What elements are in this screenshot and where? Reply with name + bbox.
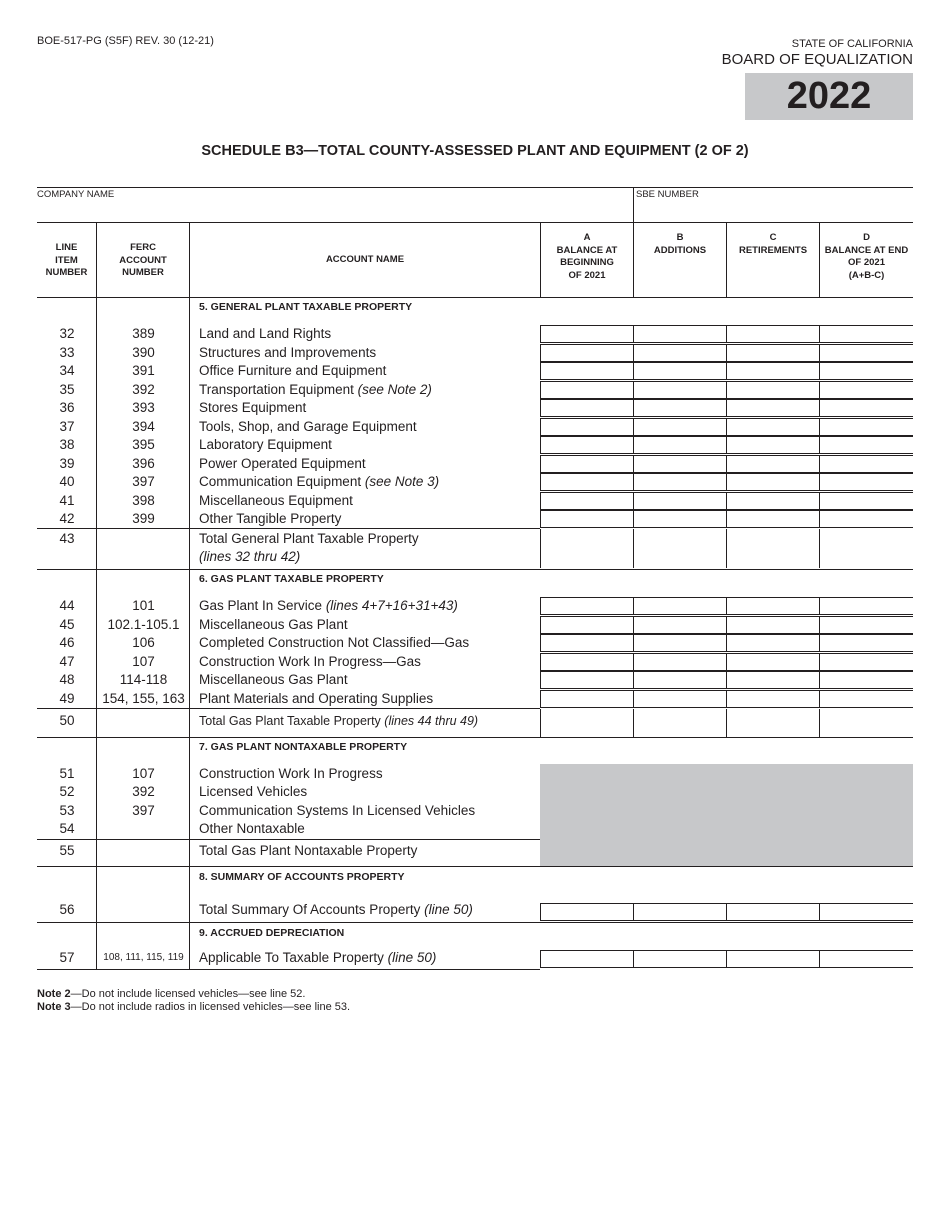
col-header-line: LINE ITEM NUMBER	[45, 242, 88, 278]
account-name-note: (lines 4+7+16+31+43)	[325, 598, 458, 613]
line-number: 55	[59, 843, 75, 858]
line-number: 39	[59, 456, 75, 471]
amount-cell-b[interactable]	[633, 903, 726, 921]
account-name	[199, 473, 439, 491]
amount-cell-a[interactable]	[540, 325, 633, 343]
account-name-text: Miscellaneous Equipment	[199, 493, 353, 508]
ferc-account: 107	[132, 654, 155, 669]
agency-label: BOARD OF EQUALIZATION	[721, 51, 913, 68]
line-number: 47	[59, 654, 75, 669]
col-rule-6	[819, 222, 820, 297]
account-name	[199, 530, 419, 566]
header-top-rule	[37, 222, 913, 223]
amount-cell-c[interactable]	[726, 903, 819, 921]
amount-cell-b[interactable]	[633, 597, 726, 615]
sbe-number-field[interactable]	[636, 200, 912, 222]
line-number: 37	[59, 419, 75, 434]
account-name-text: Total Gas Plant Taxable Property	[199, 714, 385, 728]
account-name-text: Gas Plant In Service	[199, 598, 326, 613]
amount-cell-a[interactable]	[540, 690, 633, 708]
line-number: 54	[59, 821, 75, 836]
ferc-account: 389	[132, 326, 155, 341]
company-name-label: COMPANY NAME	[37, 189, 115, 200]
amount-cell-c[interactable]	[726, 510, 819, 528]
col-header-c: C RETIREMENTS	[738, 232, 808, 256]
col-header-ferc: FERC ACCOUNT NUMBER	[119, 242, 167, 278]
amount-cell-b[interactable]	[633, 418, 726, 436]
line-number: 57	[59, 950, 75, 965]
amount-cell-a[interactable]	[540, 455, 633, 473]
account-name-text: Stores Equipment	[199, 400, 307, 415]
account-name	[199, 381, 432, 399]
amount-cell-d[interactable]	[819, 436, 913, 454]
amount-cell-b[interactable]	[633, 616, 726, 634]
amount-cell-c[interactable]	[726, 325, 819, 343]
table-row	[37, 820, 913, 838]
line-number: 42	[59, 511, 75, 526]
ferc-account: 392	[132, 784, 155, 799]
account-name-text: Laboratory Equipment	[199, 437, 332, 452]
col-header-a: A BALANCE AT BEGINNING OF 2021	[556, 232, 618, 281]
amount-cell-b[interactable]	[633, 950, 726, 968]
ferc-account: 392	[132, 382, 155, 397]
total-cell-b[interactable]	[633, 529, 726, 568]
amount-cell-b[interactable]	[633, 436, 726, 454]
account-name-text: Communication Systems In Licensed Vehicles	[199, 803, 476, 818]
amount-cell-c[interactable]	[726, 436, 819, 454]
account-name	[199, 399, 306, 417]
table-row	[37, 783, 913, 801]
amount-cell-d[interactable]	[819, 510, 913, 528]
ferc-account: 102.1-105.1	[107, 617, 180, 632]
account-name	[199, 802, 475, 820]
col-rule-3	[540, 222, 541, 297]
amount-cell-a[interactable]	[540, 597, 633, 615]
col-header-d: D BALANCE AT END OF 2021 (A+B-C)	[824, 232, 909, 281]
account-name-note: (lines 44 thru 49)	[384, 714, 479, 728]
amount-cell-a[interactable]	[540, 616, 633, 634]
ferc-account: 396	[132, 456, 155, 471]
col-header-b: B ADDITIONS	[653, 232, 707, 256]
account-name-note: (lines 32 thru 42)	[199, 549, 301, 564]
schedule-title: SCHEDULE B3—TOTAL COUNTY-ASSESSED PLANT AND EQUIPMENT (2 OF 2)	[201, 143, 749, 159]
line-number: 43	[59, 531, 75, 546]
amount-cell-a[interactable]	[540, 903, 633, 921]
line-number: 45	[59, 617, 75, 632]
amount-cell-c[interactable]	[726, 381, 819, 399]
account-name	[199, 510, 341, 528]
amount-cell-a[interactable]	[540, 399, 633, 417]
account-name	[199, 436, 332, 454]
amount-cell-d[interactable]	[819, 634, 913, 652]
account-name-note: (line 50)	[387, 950, 437, 965]
account-name-text: Land and Land Rights	[199, 326, 332, 341]
account-name-text: Communication Equipment	[199, 474, 365, 489]
amount-cell-d[interactable]	[819, 344, 913, 362]
ferc-account: 398	[132, 493, 155, 508]
note-2	[37, 988, 305, 1000]
amount-cell-a[interactable]	[540, 436, 633, 454]
amount-cell-c[interactable]	[726, 455, 819, 473]
amount-cell-b[interactable]	[633, 344, 726, 362]
account-name	[199, 901, 473, 919]
total-cell-d[interactable]	[819, 529, 913, 568]
account-name	[199, 455, 366, 473]
account-name-text: Other Nontaxable	[199, 821, 305, 836]
amount-cell-d[interactable]	[819, 903, 913, 921]
ferc-account: 107	[132, 766, 155, 781]
amount-cell-d[interactable]	[819, 455, 913, 473]
note-3	[37, 1001, 350, 1013]
account-name-text: Miscellaneous Gas Plant	[199, 617, 348, 632]
amount-cell-d[interactable]	[819, 597, 913, 615]
amount-cell-c[interactable]	[726, 634, 819, 652]
account-name	[199, 418, 417, 436]
amount-cell-c[interactable]	[726, 690, 819, 708]
account-name-note: (see Note 2)	[357, 382, 432, 397]
amount-cell-c[interactable]	[726, 950, 819, 968]
line-number: 33	[59, 345, 75, 360]
amount-cell-a[interactable]	[540, 653, 633, 671]
amount-cell-c[interactable]	[726, 597, 819, 615]
account-name-note: (see Note 3)	[364, 474, 440, 489]
section-9-rule	[37, 922, 913, 923]
amount-cell-a[interactable]	[540, 473, 633, 491]
table-row	[37, 802, 913, 820]
section-7-heading: 7. GAS PLANT NONTAXABLE PROPERTY	[199, 741, 408, 753]
amount-cell-b[interactable]	[633, 510, 726, 528]
line-number: 36	[59, 400, 75, 415]
amount-cell-a[interactable]	[540, 362, 633, 380]
amount-cell-a[interactable]	[540, 492, 633, 510]
amount-cell-a[interactable]	[540, 671, 633, 689]
account-name	[199, 597, 458, 615]
state-label: STATE OF CALIFORNIA	[791, 38, 913, 50]
amount-cell-c[interactable]	[726, 473, 819, 491]
account-name-text: Miscellaneous Gas Plant	[199, 672, 348, 687]
account-name-text: Completed Construction Not Classified—Gas	[199, 635, 470, 650]
line-number: 50	[59, 713, 75, 728]
amount-cell-b[interactable]	[633, 634, 726, 652]
col-rule-5	[726, 222, 727, 297]
company-sbe-divider	[633, 187, 634, 223]
ferc-account: 108, 111, 115, 119	[103, 952, 184, 963]
total-cell-d[interactable]	[819, 709, 913, 737]
amount-cell-b[interactable]	[633, 399, 726, 417]
account-name-text: Total General Plant Taxable Property	[199, 531, 419, 546]
note-2-text: —Do not include licensed vehicles—see line 52.	[70, 988, 306, 1000]
note-2-label: Note 2	[37, 988, 71, 1000]
amount-cell-a[interactable]	[540, 418, 633, 436]
section-7-rule	[37, 737, 913, 738]
amount-cell-d[interactable]	[819, 950, 913, 968]
line-number: 51	[59, 766, 75, 781]
col-header-account: ACCOUNT NAME	[325, 254, 405, 265]
amount-cell-c[interactable]	[726, 671, 819, 689]
account-name-text: Construction Work In Progress—Gas	[199, 654, 421, 669]
line-number: 53	[59, 803, 75, 818]
table-row	[37, 842, 913, 860]
amount-cell-d[interactable]	[819, 325, 913, 343]
ferc-account: 395	[132, 437, 155, 452]
line-number: 38	[59, 437, 75, 452]
year-box: 2022	[745, 73, 913, 120]
amount-cell-d[interactable]	[819, 690, 913, 708]
amount-cell-d[interactable]	[819, 381, 913, 399]
section-6-heading: 6. GAS PLANT TAXABLE PROPERTY	[199, 573, 384, 585]
ferc-account: 154, 155, 163	[102, 691, 185, 706]
amount-cell-c[interactable]	[726, 492, 819, 510]
ferc-account: 114-118	[119, 672, 168, 687]
amount-cell-a[interactable]	[540, 381, 633, 399]
ferc-account: 394	[132, 419, 155, 434]
account-name-text: Structures and Improvements	[199, 345, 377, 360]
rule-above-43	[37, 528, 540, 529]
account-name-note: (line 50)	[424, 902, 473, 917]
ferc-account: 397	[132, 474, 155, 489]
account-name-text: Plant Materials and Operating Supplies	[199, 691, 434, 706]
amount-cell-b[interactable]	[633, 492, 726, 510]
total-cell-a[interactable]	[540, 709, 633, 737]
account-name-text: Power Operated Equipment	[199, 456, 366, 471]
amount-cell-d[interactable]	[819, 671, 913, 689]
amount-cell-a[interactable]	[540, 510, 633, 528]
amount-cell-b[interactable]	[633, 671, 726, 689]
account-name	[199, 712, 478, 730]
ferc-account: 106	[132, 635, 155, 650]
total-cell-b[interactable]	[633, 709, 726, 737]
col-rule-4	[633, 222, 634, 297]
rule-above-55	[37, 839, 540, 840]
total-cell-c[interactable]	[726, 529, 819, 568]
total-cell-a[interactable]	[540, 529, 633, 568]
line-number: 40	[59, 474, 75, 489]
amount-cell-b[interactable]	[633, 473, 726, 491]
account-name	[199, 634, 469, 652]
account-name	[199, 616, 348, 634]
account-name	[199, 783, 307, 801]
account-name	[199, 653, 421, 671]
amount-cell-d[interactable]	[819, 418, 913, 436]
amount-cell-a[interactable]	[540, 950, 633, 968]
amount-cell-d[interactable]	[819, 362, 913, 380]
account-name-text: Total Gas Plant Nontaxable Property	[199, 843, 418, 858]
amount-cell-a[interactable]	[540, 634, 633, 652]
ferc-account: 397	[132, 803, 155, 818]
account-name	[199, 949, 436, 967]
account-name-text: Tools, Shop, and Garage Equipment	[199, 419, 417, 434]
account-name	[199, 820, 305, 838]
amount-cell-d[interactable]	[819, 473, 913, 491]
ferc-account: 399	[132, 511, 155, 526]
ferc-account: 393	[132, 400, 155, 415]
amount-cell-b[interactable]	[633, 690, 726, 708]
account-name-text: Transportation Equipment	[199, 382, 358, 397]
line-number: 32	[59, 326, 75, 341]
account-name-text: Other Tangible Property	[199, 511, 342, 526]
amount-cell-b[interactable]	[633, 325, 726, 343]
account-name-text: Total Summary Of Accounts Property	[199, 902, 425, 917]
line-number: 49	[59, 691, 75, 706]
account-name	[199, 671, 348, 689]
amount-cell-c[interactable]	[726, 344, 819, 362]
section-8-rule	[37, 866, 913, 867]
line-number: 56	[59, 902, 75, 917]
line-number: 44	[59, 598, 75, 613]
table-bottom-rule	[37, 969, 540, 970]
amount-cell-c[interactable]	[726, 653, 819, 671]
section-8-heading: 8. SUMMARY OF ACCOUNTS PROPERTY	[199, 871, 405, 883]
amount-cell-b[interactable]	[633, 653, 726, 671]
account-name	[199, 765, 383, 783]
amount-cell-c[interactable]	[726, 418, 819, 436]
table-row	[37, 765, 913, 783]
amount-cell-a[interactable]	[540, 344, 633, 362]
line-number: 34	[59, 363, 75, 378]
note-3-label: Note 3	[37, 1001, 71, 1013]
sbe-number-label: SBE NUMBER	[636, 189, 699, 200]
amount-cell-b[interactable]	[633, 455, 726, 473]
total-cell-c[interactable]	[726, 709, 819, 737]
company-name-field[interactable]	[37, 200, 631, 222]
amount-cell-c[interactable]	[726, 616, 819, 634]
form-number: BOE-517-PG (S5F) REV. 30 (12-21)	[37, 35, 214, 47]
ferc-account: 391	[132, 363, 155, 378]
account-name	[199, 690, 433, 708]
account-name	[199, 344, 376, 362]
header-bottom-rule	[37, 297, 913, 298]
account-name-text: Construction Work In Progress	[199, 766, 383, 781]
account-name	[199, 362, 386, 380]
line-number: 46	[59, 635, 75, 650]
company-field-top-rule	[37, 187, 913, 188]
note-3-text: —Do not include radios in licensed vehicles—see line 53.	[70, 1001, 351, 1013]
section-6-rule	[37, 569, 913, 570]
line-number: 52	[59, 784, 75, 799]
section-9-heading: 9. ACCRUED DEPRECIATION	[199, 927, 345, 939]
amount-cell-d[interactable]	[819, 492, 913, 510]
account-name	[199, 325, 331, 343]
amount-cell-b[interactable]	[633, 381, 726, 399]
line-number: 35	[59, 382, 75, 397]
amount-cell-c[interactable]	[726, 362, 819, 380]
amount-cell-b[interactable]	[633, 362, 726, 380]
line-number: 48	[59, 672, 75, 687]
account-name-text: Office Furniture and Equipment	[199, 363, 387, 378]
ferc-account: 101	[132, 598, 155, 613]
account-name-text: Licensed Vehicles	[199, 784, 308, 799]
amount-cell-d[interactable]	[819, 653, 913, 671]
ferc-account: 390	[132, 345, 155, 360]
rule-above-50	[37, 708, 540, 709]
account-name	[199, 842, 417, 860]
line-number: 41	[59, 493, 75, 508]
account-name	[199, 492, 353, 510]
amount-cell-c[interactable]	[726, 399, 819, 417]
amount-cell-d[interactable]	[819, 399, 913, 417]
account-name-text: Applicable To Taxable Property	[199, 950, 388, 965]
section-5-heading: 5. GENERAL PLANT TAXABLE PROPERTY	[199, 301, 413, 313]
amount-cell-d[interactable]	[819, 616, 913, 634]
